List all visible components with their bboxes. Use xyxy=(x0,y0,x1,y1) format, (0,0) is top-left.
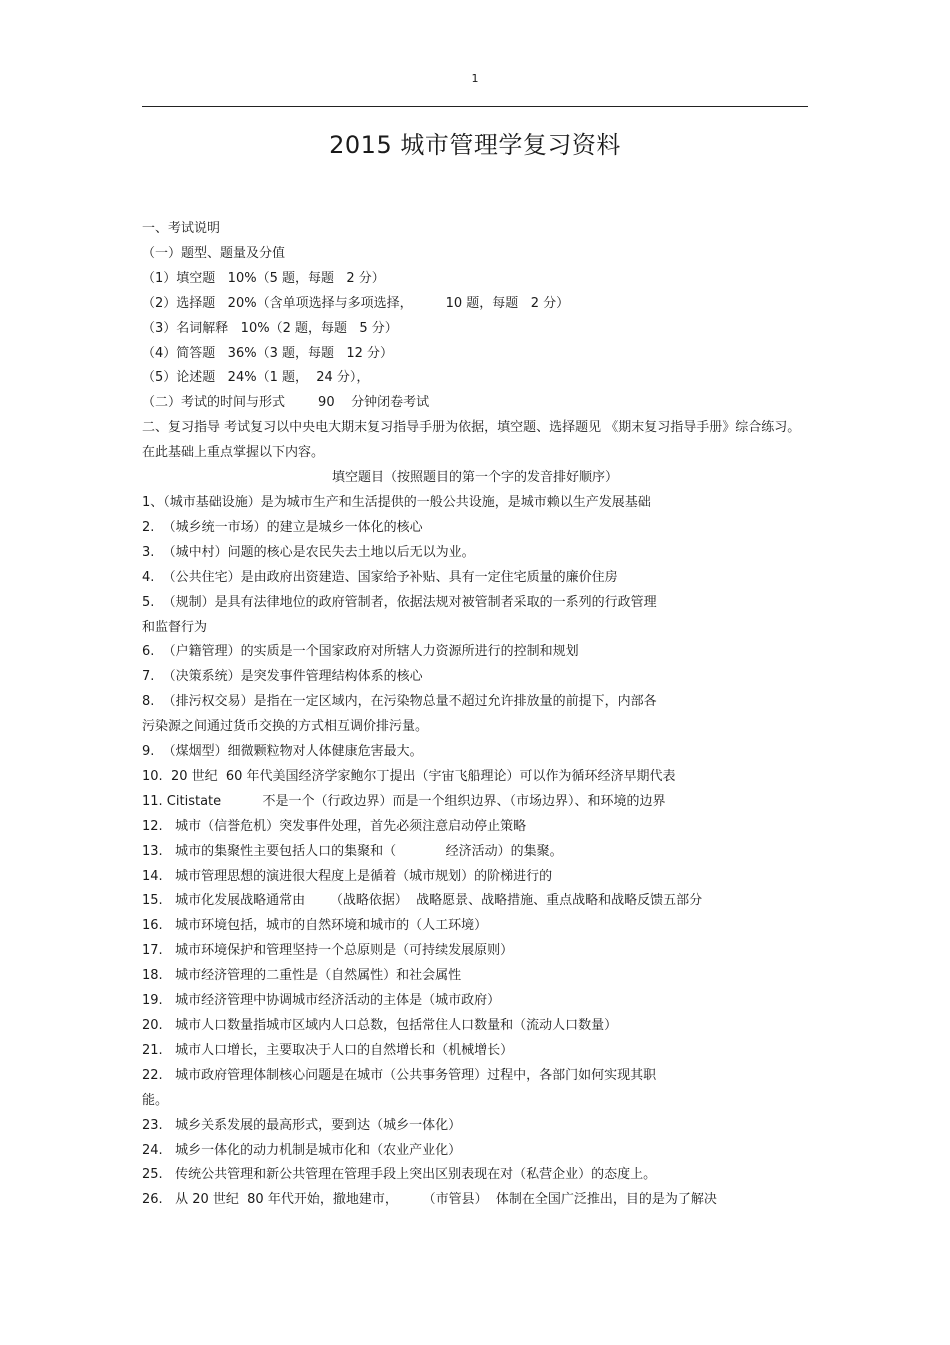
text-line: （3）名词解释 10%（2 题，每题 5 分） xyxy=(142,320,398,336)
list-item: 8. （排污权交易）是指在一定区域内，在污染物总量不超过允许排放量的前提下，内部各 xyxy=(142,694,657,710)
fill-in-heading: 填空题目（按照题目的第一个字的发音排好顺序） xyxy=(331,470,618,486)
list-item: 5. （规制）是具有法律地位的政府管制者，依据法规对被管制者采取的一系列的行政管理 xyxy=(142,594,657,610)
subsection-question-types: （一）题型、题量及分值 xyxy=(142,245,286,261)
list-item: 6. （户籍管理）的实质是一个国家政府对所辖人力资源所进行的控制和规划 xyxy=(142,644,579,660)
list-item: 21. 城市人口增长，主要取决于人口的自然增长和（机械增长） xyxy=(142,1042,514,1058)
list-item: 11. Citistate 不是一个（行政边界）而是一个组织边界、（市场边界）、和环境的边界 xyxy=(142,793,666,809)
list-item: 1、（城市基础设施）是为城市生产和生活提供的一般公共设施，是城市赖以生产发展基础 xyxy=(142,494,651,510)
list-item: 24. 城乡一体化的动力机制是城市化和（农业产业化） xyxy=(142,1142,462,1158)
list-item: 19. 城市经济管理中协调城市经济活动的主体是（城市政府） xyxy=(142,993,501,1009)
document-body xyxy=(142,217,808,1213)
list-item: 7. （决策系统）是突发事件管理结构体系的核心 xyxy=(142,669,423,685)
list-item: 9. （煤烟型）细微颗粒物对人体健康危害最大。 xyxy=(142,744,423,760)
list-item: 17. 城市环境保护和管理坚持一个总原则是（可持续发展原则） xyxy=(142,943,514,959)
list-item: 13. 城市的集聚性主要包括人口的集聚和（ 经济活动）的集聚。 xyxy=(142,843,563,859)
text-line: （4）简答题 36%（3 题，每题 12 分） xyxy=(142,345,394,361)
text-line: （5）论述题 24%（1 题， 24 分）， xyxy=(142,370,370,386)
list-item: 26. 从 20 世纪 80 年代开始，撤地建市， （市管县） 体制在全国广泛推出，目的是为了解决 xyxy=(142,1192,717,1208)
text-line: （2）选择题 20%（含单项选择与多项选择， 10 题，每题 2 分） xyxy=(142,295,570,311)
list-item: 2. （城乡统一市场）的建立是城乡一体化的核心 xyxy=(142,519,423,535)
list-item: 4. （公共住宅）是由政府出资建造、国家给予补贴、具有一定住宅质量的廉价住房 xyxy=(142,569,618,585)
list-item-continuation: 能。 xyxy=(142,1092,169,1108)
document-title: 2015 城市管理学复习资料 xyxy=(329,131,621,159)
list-item-continuation: 污染源之间通过货币交换的方式相互调价排污量。 xyxy=(142,719,429,735)
list-item: 23. 城乡关系发展的最高形式，要到达（城乡一体化） xyxy=(142,1117,462,1133)
list-item: 22. 城市政府管理体制核心问题是在城市（公共事务管理）过程中，各部门如何实现其职 xyxy=(142,1067,657,1083)
list-item: 18. 城市经济管理的二重性是（自然属性）和社会属性 xyxy=(142,968,462,984)
list-item-continuation: 和监督行为 xyxy=(142,619,208,635)
list-item: 12. 城市（信誉危机）突发事件处理，首先必须注意启动停止策略 xyxy=(142,818,527,834)
list-item: 14. 城市管理思想的演进很大程度上是循着（城市规划）的阶梯进行的 xyxy=(142,868,553,884)
list-item: 16. 城市环境包括，城市的自然环境和城市的（人工环境） xyxy=(142,918,488,934)
list-item: 20. 城市人口数量指城市区域内人口总数，包括常住人口数量和（流动人口数量） xyxy=(142,1018,618,1033)
header-rule xyxy=(142,106,808,107)
list-item: 10. 20 世纪 60 年代美国经济学家鲍尔丁提出（宇宙飞船理论）可以作为循环经济早期代表 xyxy=(142,768,676,784)
list-item: 3. （城中村）问题的核心是农民失去土地以后无以为业。 xyxy=(142,544,475,560)
page-number: 1 xyxy=(471,72,479,85)
list-item: 15. 城市化发展战略通常由 （战略依据） 战略愿景、战略措施、重点战略和战略反馈五部分 xyxy=(142,893,703,909)
section-heading-exam-info: 一、考试说明 xyxy=(142,221,221,236)
text-line: （1）填空题 10%（5 题，每题 2 分） xyxy=(142,270,385,286)
section-review-guide: 二、复习指导 考试复习以中央电大期末复习指导手册为依据，填空题、选择题见 《期末复习指导手册》综合练习。在此基础上重点掌握以下内容。 xyxy=(142,420,801,461)
list-item: 25. 传统公共管理和新公共管理在管理手段上突出区别表现在对（私营企业）的态度上。 xyxy=(142,1167,657,1183)
subsection-exam-time: （二）考试的时间与形式 90 分钟闭卷考试 xyxy=(142,395,430,411)
